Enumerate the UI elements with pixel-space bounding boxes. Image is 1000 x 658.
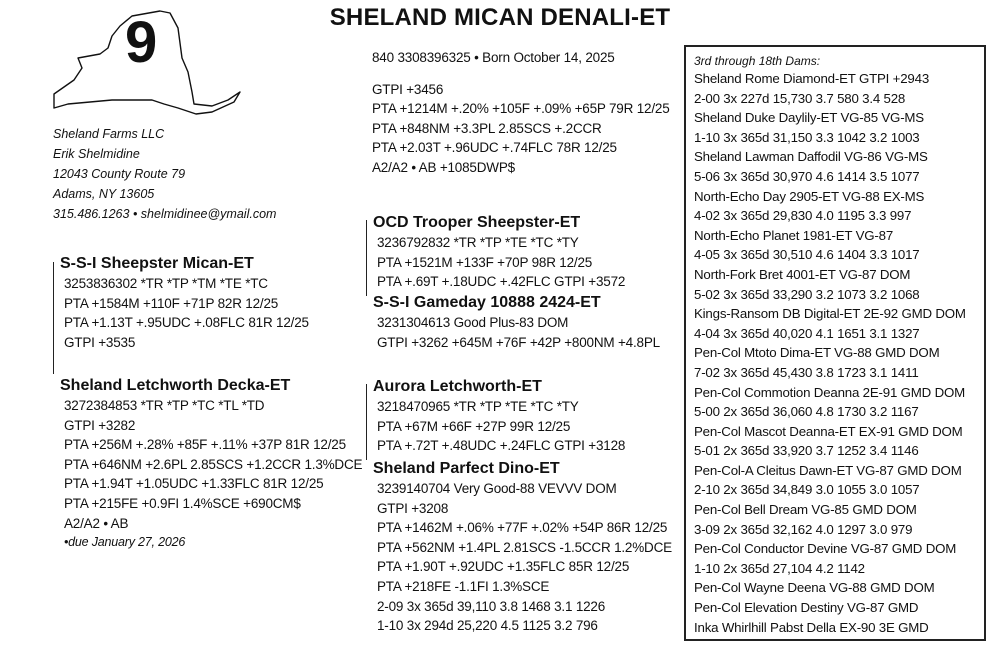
- dam-entry: Inka Whirlhill Pabst Della EX-90 3E GMD: [694, 619, 929, 635]
- dam-entry: North-Echo Planet 1981-ET VG-87: [694, 227, 894, 243]
- dam-dam-line: PTA +1.90T +.92UDC +1.35FLC 85R 12/25: [377, 559, 630, 575]
- sire-dam-line: 3231304613 Good Plus-83 DOM: [377, 315, 569, 330]
- dam-name: Sheland Letchworth Decka-ET: [60, 377, 291, 394]
- sire-name: S-S-I Sheepster Mican-ET: [60, 255, 254, 272]
- pedigree-connector-sire: [53, 262, 54, 374]
- dam-record: 2-10 2x 365d 34,849 3.0 1055 3.0 1057: [694, 482, 920, 498]
- dam-sire-name: Aurora Letchworth-ET: [373, 378, 542, 395]
- extended-dams-title: 3rd through 18th Dams:: [694, 54, 821, 68]
- animal-id-line: 840 3308396325 • Born October 14, 2025: [372, 50, 615, 65]
- dam-line: A2/A2 • AB: [64, 515, 129, 531]
- sire-dam-name: S-S-I Gameday 10888 2424-ET: [373, 294, 601, 311]
- sire-sire-name: OCD Trooper Sheepster-ET: [373, 214, 581, 231]
- dam-entry: Pen-Col Commotion Deanna 2E-91 GMD DOM: [694, 384, 965, 400]
- dam-record: 3-09 2x 365d 32,162 4.0 1297 3.0 979: [694, 521, 913, 537]
- sire-sire-line: PTA +1521M +133F +70P 98R 12/25: [377, 254, 593, 270]
- dam-sire-line: PTA +67M +66F +27P 99R 12/25: [377, 418, 571, 434]
- dam-entry: Sheland Rome Diamond-ET GTPI +2943: [694, 71, 930, 86]
- dam-dam-line: 2-09 3x 365d 39,110 3.8 1468 3.1 1226: [377, 598, 606, 614]
- dam-dam-line: 3239140704 Very Good-88 VEVVV DOM: [377, 481, 617, 496]
- sire-dam-line: GTPI +3262 +645M +76F +42P +800NM +4.8PL: [377, 334, 660, 350]
- dam-sire-block: [373, 377, 625, 456]
- dam-record: 1-10 3x 365d 31,150 3.3 1042 3.2 1003: [694, 129, 920, 145]
- dam-dam-line: PTA +562NM +1.4PL 2.81SCS -1.5CCR 1.2%DCE: [377, 539, 672, 555]
- dam-line: PTA +1.94T +1.05UDC +1.33FLC 81R 12/25: [64, 476, 324, 492]
- dam-record: 4-02 3x 365d 29,830 4.0 1195 3.3 997: [694, 208, 912, 224]
- dam-record: 4-05 3x 365d 30,510 4.6 1404 3.3 1017: [694, 247, 920, 263]
- sire-sire-line: PTA +.69T +.18UDC +.42FLC GTPI +3572: [377, 274, 626, 290]
- dam-dam-line: PTA +1462M +.06% +77F +.02% +54P 86R 12/25: [377, 520, 668, 536]
- dam-dam-name: Sheland Parfect Dino-ET: [373, 460, 560, 477]
- dam-block: [60, 376, 362, 553]
- animal-line: PTA +848NM +3.3PL 2.85SCS +.2CCR: [372, 120, 602, 136]
- animal-info: [372, 48, 670, 178]
- dam-dam-block: [373, 459, 672, 636]
- sire-line: 3253836302 *TR *TP *TM *TE *TC: [64, 276, 268, 291]
- dam-record: 4-04 3x 365d 40,020 4.1 1651 3.1 1327: [694, 325, 920, 341]
- sire-dam-block: [373, 293, 660, 352]
- sire-line: GTPI +3535: [64, 334, 136, 350]
- dam-dam-line: PTA +218FE -1.1FI 1.3%SCE: [377, 578, 550, 594]
- dam-record: 7-02 3x 365d 45,430 3.8 1723 3.1 1411: [694, 364, 919, 380]
- owner-block: [53, 124, 276, 224]
- dam-record: 5-01 2x 365d 33,920 3.7 1252 3.4 1146: [694, 443, 919, 459]
- dam-record: 5-06 3x 365d 30,970 4.6 1414 3.5 1077: [694, 168, 920, 184]
- sire-block: [60, 254, 309, 352]
- animal-line: PTA +2.03T +.96UDC +.74FLC 78R 12/25: [372, 140, 617, 156]
- lot-number: 9: [125, 10, 158, 75]
- dam-record: 2-00 3x 227d 15,730 3.7 580 3.4 528: [694, 90, 906, 106]
- dam-entry: Pen-Col Wayne Deena VG-88 GMD DOM: [694, 580, 935, 596]
- dam-entry: Pen-Col Mtoto Dima-ET VG-88 GMD DOM: [694, 345, 940, 361]
- dam-sire-line: PTA +.72T +.48UDC +.24FLC GTPI +3128: [377, 438, 626, 454]
- owner-farm: Sheland Farms LLC: [53, 127, 165, 141]
- dam-line: PTA +215FE +0.9FI 1.4%SCE +690CM$: [64, 495, 301, 511]
- dam-dam-line: 1-10 3x 294d 25,220 4.5 1125 3.2 796: [377, 618, 598, 634]
- dam-entry: Pen-Col-A Cleitus Dawn-ET VG-87 GMD DOM: [694, 462, 962, 478]
- dam-entry: Pen-Col Bell Dream VG-85 GMD DOM: [694, 502, 917, 518]
- dam-line: 3272384853 *TR *TP *TC *TL *TD: [64, 398, 265, 413]
- animal-line: GTPI +3456: [372, 81, 444, 97]
- sire-sire-line: 3236792832 *TR *TP *TE *TC *TY: [377, 235, 579, 250]
- dam-record: 1-10 2x 365d 27,104 4.2 1142: [694, 560, 865, 576]
- pedigree-connector-dam-line: [366, 384, 367, 460]
- dam-due-date: •due January 27, 2026: [64, 535, 186, 550]
- dam-entry: Pen-Col Conductor Devine VG-87 GMD DOM: [694, 541, 957, 557]
- dam-line: PTA +256M +.28% +85F +.11% +37P 81R 12/25: [64, 437, 346, 453]
- owner-name: Erik Shelmidine: [53, 147, 140, 161]
- extended-dams-box: [684, 45, 986, 641]
- dam-line: PTA +646NM +2.6PL 2.85SCS +1.2CCR 1.3%DCE: [64, 456, 363, 472]
- dam-entry: North-Echo Day 2905-ET VG-88 EX-MS: [694, 188, 925, 204]
- dam-entry: Sheland Duke Daylily-ET VG-85 VG-MS: [694, 110, 924, 126]
- pedigree-connector-sire-line: [366, 220, 367, 296]
- sire-line: PTA +1.13T +.95UDC +.08FLC 81R 12/25: [64, 315, 309, 331]
- dam-entry: Sheland Lawman Daffodil VG-86 VG-MS: [694, 149, 928, 165]
- dam-line: GTPI +3282: [64, 417, 136, 433]
- dam-entry: Pen-Col Elevation Destiny VG-87 GMD: [694, 600, 919, 616]
- sire-sire-block: [373, 213, 625, 292]
- sire-line: PTA +1584M +110F +71P 82R 12/25: [64, 295, 279, 311]
- dam-entry: Pen-Col Mascot Deanna-ET EX-91 GMD DOM: [694, 423, 963, 439]
- owner-address-line-1: 12043 County Route 79: [53, 167, 186, 181]
- dam-entry: Kings-Ransom DB Digital-ET 2E-92 GMD DOM: [694, 306, 966, 322]
- dam-dam-line: GTPI +3208: [377, 500, 449, 516]
- owner-contact: 315.486.1263 • shelmidinee@ymail.com: [53, 207, 277, 221]
- dam-record: 5-00 2x 365d 36,060 4.8 1730 3.2 1167: [694, 404, 919, 420]
- dam-record: 5-02 3x 365d 33,290 3.2 1073 3.2 1068: [694, 286, 920, 302]
- dam-entry: North-Fork Bret 4001-ET VG-87 DOM: [694, 266, 911, 282]
- page-title: SHELAND MICAN DENALI-ET: [329, 4, 671, 31]
- owner-address-line-2: Adams, NY 13605: [53, 187, 155, 201]
- animal-line: PTA +1214M +.20% +105F +.09% +65P 79R 12/25: [372, 101, 670, 117]
- dam-sire-line: 3218470965 *TR *TP *TE *TC *TY: [377, 399, 579, 414]
- animal-line: A2/A2 • AB +1085DWP$: [372, 159, 515, 175]
